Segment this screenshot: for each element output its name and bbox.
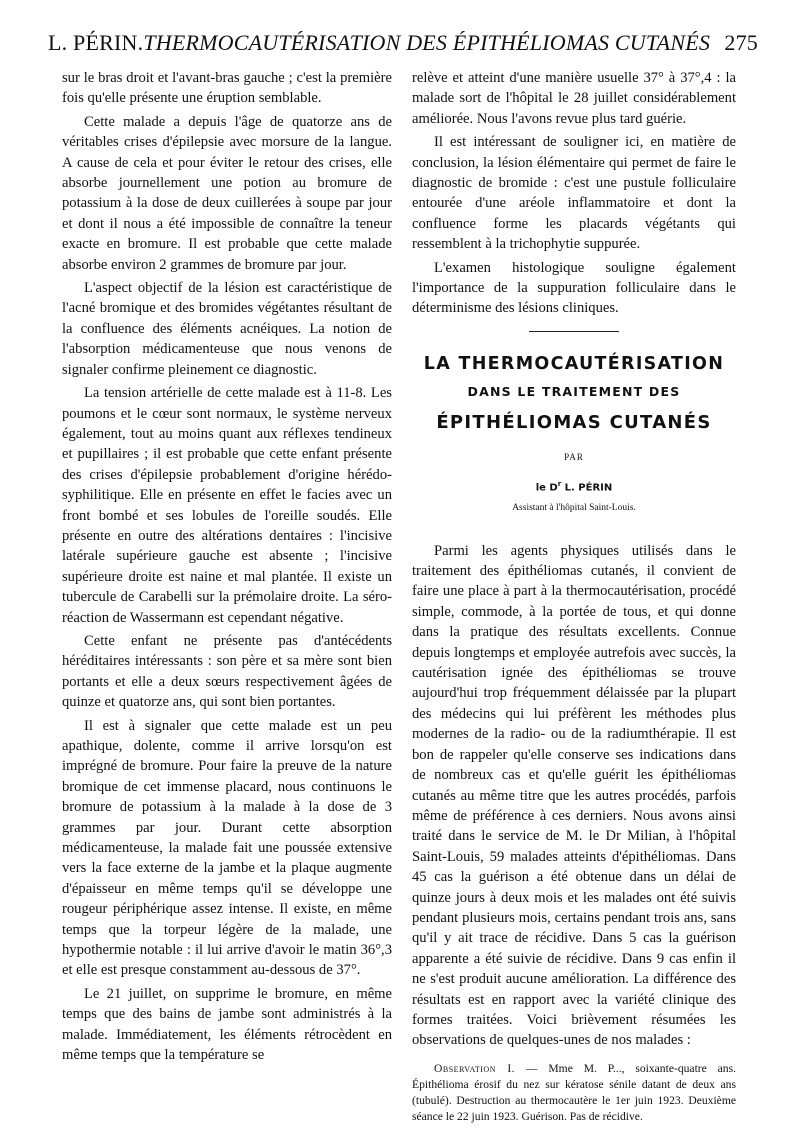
paragraph: La tension artérielle de cette malade est à 11-8. Les poumons et le cœur sont normaux, le système nerveux également, tout au moins quant aux réflexes tendineux et pupillaires ; il est probable que cette enfant présente des crises d'épilepsie probablement d'origine hérédo-syphilitique. Elle en présente en effet le facies avec un front bombé et ses lobules de l'oreille soudés. Elle présente en outre des altérations dentaires : l'incisive latérale supérieure gauche est absente ; l'incisive supérieure droite est naine et mal plantée. Il existe un tubercule de Carabelli sur la prémolaire droite. La séro-réaction de Wassermann est cependant négative.	[62, 385, 392, 626]
byline	[412, 447, 736, 519]
left-column	[62, 68, 392, 1069]
running-head	[48, 30, 758, 56]
paragraph: Cette enfant ne présente pas d'antécédents héréditaires intéressants : son père et sa mère sont bien portants et elle a deux sœurs respectivement âgées de quinze et quatorze ans, qui sont bien portantes.	[62, 632, 392, 711]
article-paragraph: Parmi les agents physiques utilisés dans le traitement des épithéliomas cutanés, il convient de faire une place à part à la thermocautérisation, procédé simple, commode, à la portée de tous, et qui donne dans la pratique des résultats excellents. Connue depuis longtemps et employée autrefois avec succès, la cautérisation ignée des épithéliomas se trouve aujourd'hui trop fréquemment délaissée par la plupart des médecins qui lui préfèrent les méthodes plus modernes de la radio- ou de la radiumthérapie. Il est bon de rappeler qu'elle conserve ses indications dans de nombreux cas et qu'elle guérit les épithéliomas cutanés au même titre que les autres procédés, parfois même de préférence à ces derniers. Nous avons ainsi traité dans le service de M. le Dr Milian, à l'hôpital Saint-Louis, 59 malades atteints d'épithéliomas. Dans 45 cas la guérison a été obtenue dans un délai de quinze jours à deux mois et les malades ont été suivis pendant plusieurs mois, certains pendant trois ans, sans qu'il y ait trace de récidive. Dans 5 cas la guérison apparente a été suivie de récidive. Dans 9 cas enfin il ne s'est produit aucune amélioration. La différence des résultats est en rapport avec la variété clinique des formes traitées. Voici brièvement résumées les observations de quelques-unes de nos malades :	[412, 542, 736, 1049]
paragraph: relève et atteint d'une manière usuelle 37° à 37°,4 : la malade sort de l'hôpital le 28 juillet considérablement améliorée. Nous l'avons revue plus tard guérie.	[412, 70, 736, 127]
observation-text: — Mme M. P..., soixante-quatre ans. Épithélioma érosif du nez sur kératose sénile datant de deux ans (tubulé). Destruction au thermocautère le 1er juin 1923. Deuxième séance le 22 juin 1923. Guérison. Pas de récidive.	[412, 1061, 736, 1123]
right-column	[412, 68, 736, 1125]
author-sup: r	[557, 479, 562, 488]
running-head-title: THERMOCAUTÉRISATION DES ÉPITHÉLIOMAS CUTANÉS	[143, 30, 711, 55]
paragraph: sur le bras droit et l'avant-bras gauche ; c'est la première fois qu'elle présente une éruption semblable.	[62, 70, 392, 107]
article-title-line-3: ÉPITHÉLIOMAS CUTANÉS	[436, 411, 712, 433]
article-title	[412, 354, 736, 433]
article-title-line-1: LA THERMOCAUTÉRISATION	[423, 353, 725, 374]
paragraph: L'aspect objectif de la lésion est caractéristique de l'acné bromique et des bromides végétantes résultant de la confluence des éléments acnéiques. La notion de l'absorption médicamenteuse que nous venons de signaler confirme pleinement ce diagnostic.	[62, 280, 392, 378]
byline-par: PAR	[564, 452, 584, 463]
paragraph: Le 21 juillet, on supprime le bromure, en même temps que des bains de jambe sont administrés à la malade. Immédiatement, les éléments rétrocèdent en même temps que la température se	[62, 985, 392, 1064]
author-prefix: le D	[535, 481, 558, 493]
byline-author	[412, 474, 736, 499]
author-name: L. PÉRIN	[561, 481, 613, 493]
article-title-line-2: DANS LE TRAITEMENT DES	[467, 384, 681, 400]
paragraph: L'examen histologique souligne également l'importance de la suppuration folliculaire dans le déterminisme des lésions cliniques.	[412, 259, 736, 317]
page-number: 275	[724, 30, 758, 55]
byline-affiliation: Assistant à l'hôpital Saint-Louis.	[512, 503, 636, 514]
observation-label: Observation I.	[434, 1061, 516, 1075]
paragraph: Il est intéressant de souligner ici, en matière de conclusion, la lésion élémentaire qui permet de faire le diagnostic de bromide : c'est une pustule folliculaire entourée d'une aréole inflammatoire et dont la confluence forme les placards végétants qui ressemblent à la trichophytie suppurée.	[412, 134, 736, 253]
section-divider	[529, 331, 619, 332]
paragraph: Cette malade a depuis l'âge de quatorze ans de véritables crises d'épilepsie avec morsure de la langue. A cause de cela et pour éviter le retour des crises, elle absorbe journellement une potion au bromure de potassium à la dose de deux cuillerées à soupe par jour et dont il nous a été impossible de connaître la teneur exacte en bromure. Il est probable que cette malade absorbe environ 2 grammes de bromure par jour.	[62, 113, 392, 273]
running-head-author: L. PÉRIN.	[48, 30, 144, 55]
observation-note	[412, 1061, 736, 1125]
paragraph: Il est à signaler que cette malade est un peu apathique, dolente, comme il arrive lorsqu'on est imprégné de bromure. Pour faire la preuve de la nature bromique de cet immense placard, nous continuons le bromure de potassium à la malade à la dose de 3 grammes par jour. Durant cette absorption médicamenteuse, la malade fait une poussée extensive vers la face externe de la jambe et la plaque augmente d'épaisseur en même temps qu'il se développe une rougeur périphérique assez intense. Il existe, en même temps que la torpeur légère de la malade, une hypothermie notable : il lui arrive d'avoir le matin 36°,3 et elle est presque constamment au-dessous de 37°.	[62, 717, 392, 979]
